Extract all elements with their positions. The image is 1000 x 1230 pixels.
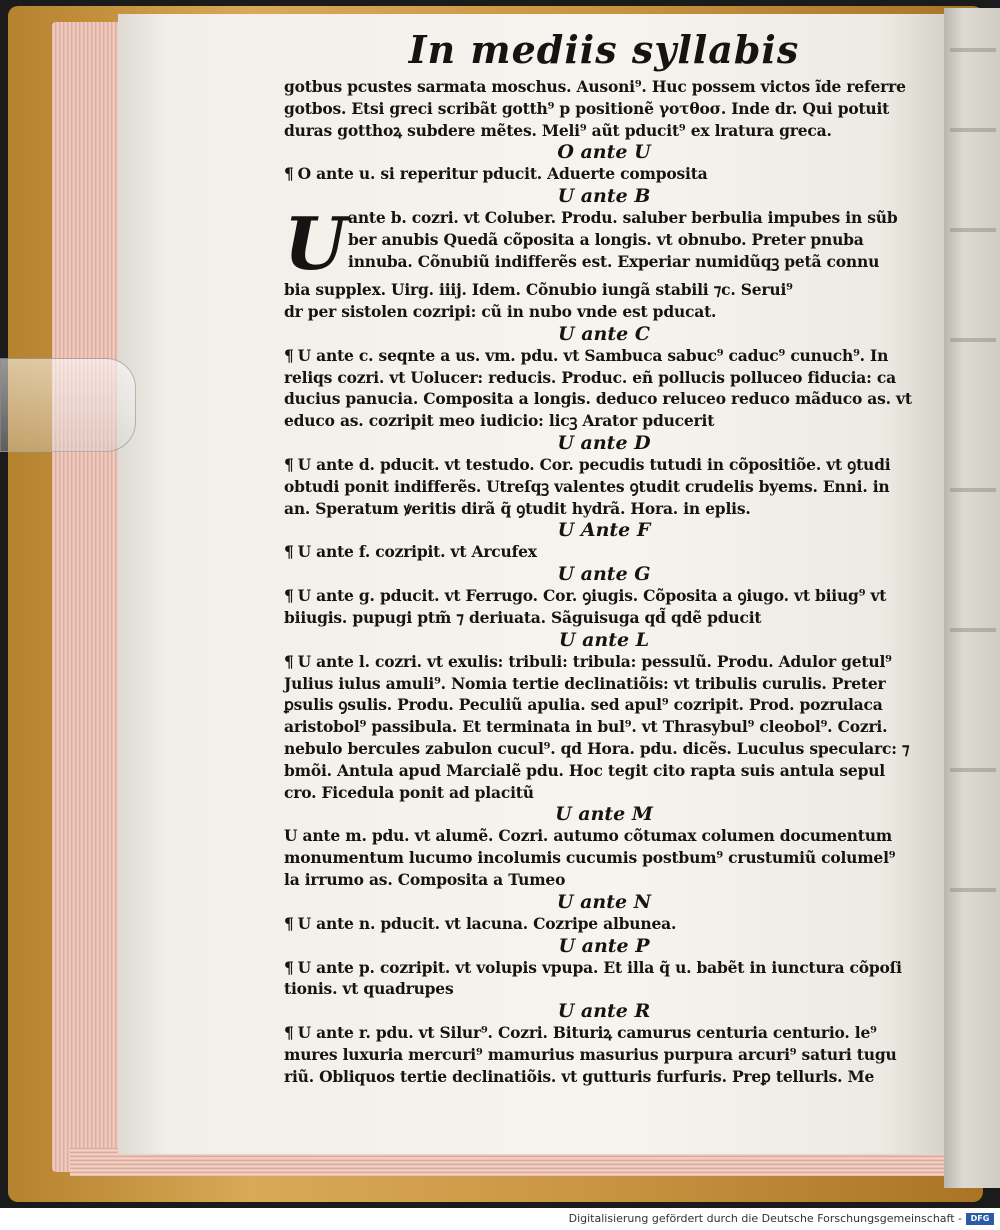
- text-line: an. Speratum ꝟeritis dirã q̃ ꝯtudit hydrã. Hora. in eplis.: [284, 498, 751, 518]
- section-heading: O ante U: [557, 141, 651, 164]
- text-line: ¶ U ante g. pducit. vt Ferrugo. Cor. ꝯiugis. Cõposita a ꝯiugo. vt biiug⁹ vt: [284, 586, 887, 606]
- text-line: ¶ U ante d. pducit. vt testudo. Cor. pecudis tutudi in cõpositiõe. vt ꝯtudi: [284, 454, 891, 474]
- text-line: ¶ U ante n. pducit. vt lacuna. Cozripe albunea.: [284, 913, 677, 933]
- text-line: obtudi ponit indifferẽs. Utreſqꝫ valentes ꝯtudit crudelis byems. Enni. in: [284, 476, 890, 496]
- text-line: U ante m. pdu. vt alumẽ. Cozri. autumo cõtumax columen documentum: [284, 826, 892, 846]
- pilcrow-icon: ¶: [284, 957, 294, 977]
- text-line: ducius panucia. Composita a longis. deduco reluceo reduco mãduco as. vt: [284, 389, 912, 409]
- section-heading: U Ante F: [557, 519, 651, 542]
- section-u-ante-b: [284, 185, 924, 323]
- text-line: gotbus pcustes sarmata moschus. Ausoni⁹. Huc possem victos ĩde referre: [284, 77, 906, 96]
- section-heading: U ante L: [558, 628, 650, 651]
- right-page-fragment: [944, 8, 1000, 1188]
- pilcrow-icon: ¶: [284, 1023, 294, 1043]
- running-head: In mediis syllabis: [408, 27, 800, 72]
- section-u-ante-c: [284, 323, 924, 432]
- text-line: ¶ U ante r. pdu. vt Silur⁹. Cozri. Bituriꝝ camurus centuria centurio. le⁹: [284, 1023, 877, 1043]
- section-u-ante-g: [284, 563, 924, 629]
- pilcrow-icon: ¶: [284, 454, 294, 474]
- decorated-initial: U: [284, 207, 347, 280]
- text-line: cro. Ficedula ponit ad placitũ: [284, 782, 534, 802]
- page-edges: [52, 22, 124, 1172]
- section-u-ante-r: [284, 1000, 924, 1087]
- text-line: tionis. vt quadrupes: [284, 979, 454, 999]
- section-heading: U ante P: [558, 934, 650, 957]
- section-u-ante-l: [284, 629, 924, 804]
- section-u-ante-n: [284, 891, 924, 935]
- pilcrow-icon: ¶: [284, 651, 294, 671]
- text-line: ¶ U ante f. cozripit. vt Arcufex: [284, 542, 537, 562]
- section-heading: U ante C: [558, 322, 650, 345]
- text-line: reliqs cozri. vt Uolucer: reducis. Produc. eñ pollucis polluceo fiducia: ca: [284, 367, 896, 387]
- text-line: gotbos. Etsi greci scribãt gotth⁹ p positionẽ γοτθοσ. Inde dr. Qui potuit: [284, 98, 890, 118]
- text-line: ante b. cozri. vt Coluber. Produ. saluber berbulia impubes in sũb: [348, 208, 898, 228]
- text-line: ¶ U ante p. cozripit. vt volupis vpupa. Et illa q̃ u. babẽt in iunctura cõpoſi: [284, 957, 902, 977]
- text-line: la irrumo as. Composita a Tumeo: [284, 869, 566, 889]
- pilcrow-icon: ¶: [284, 913, 294, 933]
- text-line: mures luxuria mercuri⁹ mamurius masurius purpura arcuri⁹ saturi tugu: [284, 1044, 897, 1064]
- section-heading: U ante M: [555, 803, 653, 826]
- text-line: nebulo bercules zabulon cucul⁹. qd Hora. pdu. dicẽs. Luculus specularc: ⁊: [284, 738, 910, 758]
- page-clip: [0, 358, 136, 452]
- intro-lines: [284, 76, 924, 141]
- section-heading: U ante D: [557, 431, 651, 454]
- text-line: ꝑsulis ꝯsulis. Produ. Peculiũ apulia. sed apul⁹ cozripit. Prod. pozrulaca: [284, 695, 883, 715]
- drop-cap-paragraph: [284, 207, 924, 279]
- text-line: aristobol⁹ passibula. Et terminata in bul⁹. vt Thrasybul⁹ cleobol⁹. Cozri.: [284, 717, 888, 737]
- text-line: Julius iulus amuli⁹. Nomia tertie declinatiõis: vt tribulis curulis. Preter: [284, 673, 886, 693]
- text-line: bia supplex. Uirg. iiij. Idem. Cõnubio iungã stabili ⁊c. Serui⁹: [284, 280, 793, 300]
- section-u-ante-f: [284, 519, 924, 563]
- text-line: dr per sistolen cozripi: cũ in nubo vnde est pducat.: [284, 301, 717, 321]
- section-heading: U ante B: [557, 185, 651, 208]
- section-heading: U ante N: [556, 890, 652, 913]
- text-line: riũ. Obliquos tertie declinatiõis. vt gutturis furfuris. Preꝑ tellurls. Me: [284, 1066, 875, 1086]
- text-line: innuba. Cõnubiũ indifferẽs est. Experiar numidũqꝫ petã connu: [348, 251, 880, 271]
- text-line: ¶ O ante u. si reperitur pducit. Aduerte composita: [284, 164, 708, 184]
- pilcrow-icon: ¶: [284, 345, 294, 365]
- pilcrow-icon: ¶: [284, 164, 294, 184]
- section-u-ante-p: [284, 935, 924, 1001]
- section-heading: U ante R: [557, 1000, 651, 1023]
- credit-footer: [0, 1208, 1000, 1230]
- text-line: educo as. cozripit meo iudicio: licꝫ Arator pducerit: [284, 411, 715, 431]
- text-line: ¶ U ante c. seqnte a us. vm. pdu. vt Sambuca sabuc⁹ caduc⁹ cunuch⁹. In: [284, 345, 889, 365]
- text-line: ¶ U ante l. cozri. vt exulis: tribuli: tribula: pessulũ. Produ. Adulor getul⁹: [284, 651, 892, 671]
- pilcrow-icon: ¶: [284, 586, 294, 606]
- section-heading: U ante G: [557, 563, 651, 586]
- dfg-logo: DFG: [966, 1213, 994, 1225]
- credit-text: Digitalisierung gefördert durch die Deutsche Forschungsgemeinschaft -: [568, 1212, 962, 1225]
- text-line: monumentum lucumo incolumis cucumis postbum⁹ crustumiũ columel⁹: [284, 848, 896, 868]
- section-u-ante-d: [284, 432, 924, 519]
- section-o-ante-u: [284, 141, 924, 185]
- text-line: duras gotthoꝝ subdere mẽtes. Meli⁹ aũt pducit⁹ ex lratura greca.: [284, 120, 832, 140]
- pilcrow-icon: ¶: [284, 542, 294, 562]
- text-line: biiugis. pupugi ptm̃ ⁊ deriuata. Sãguisuga qd̃ qdẽ pducit: [284, 607, 762, 627]
- text-line: ber anubis Quedã cõposita a longis. vt obnubo. Preter pnuba: [348, 229, 864, 249]
- text-line: bmõi. Antula apud Marcialẽ pdu. Hoc tegit cito rapta suis antula sepul: [284, 760, 885, 780]
- text-block: [284, 26, 924, 1088]
- section-u-ante-m: [284, 803, 924, 890]
